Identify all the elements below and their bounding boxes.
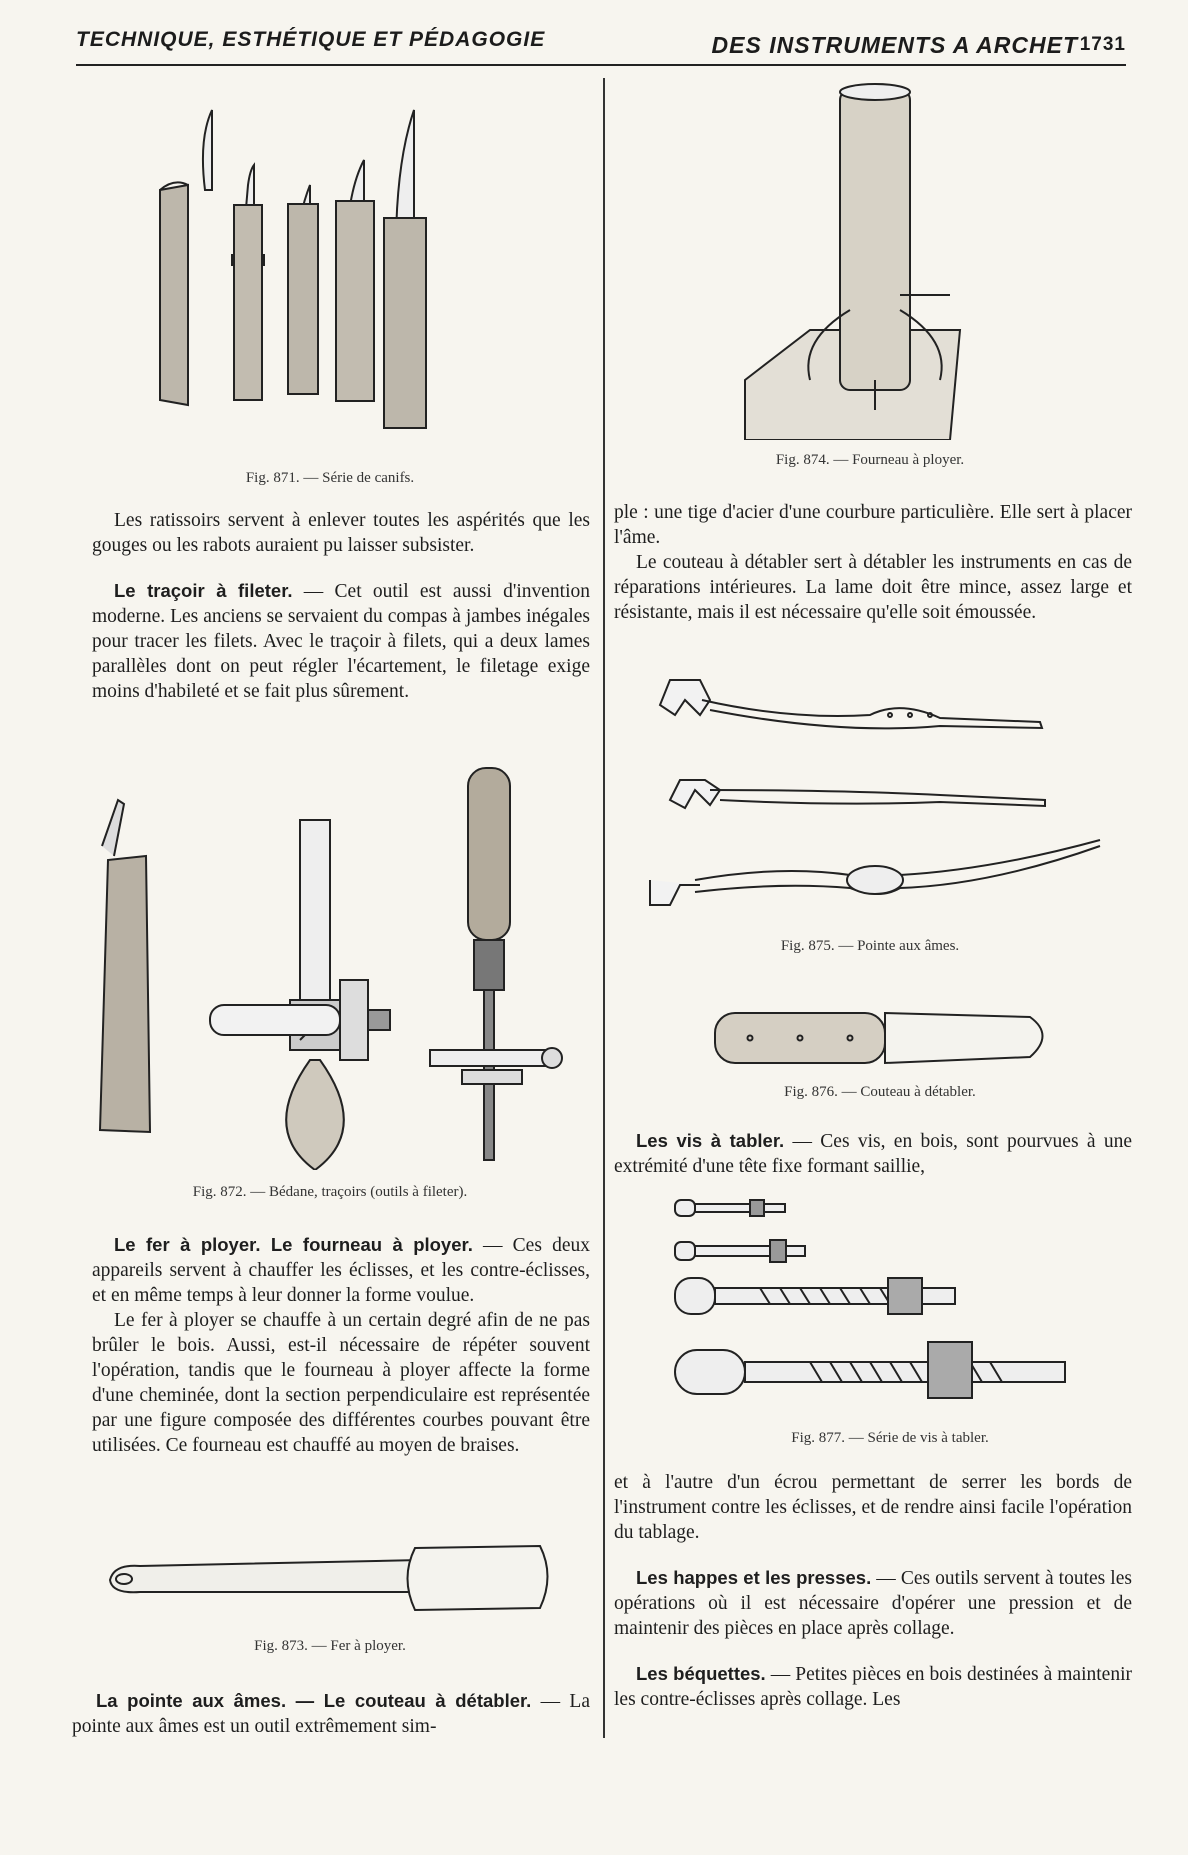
paragraph-bequettes-body: — Petites pièces en bois destinées à maintenir les contre-éclisses après collage. Les: [614, 1664, 1132, 1710]
figure-872-tracoirs: [90, 760, 570, 1170]
figure-875-pointe-aux-ames: [640, 660, 1110, 930]
header-left-title: TECHNIQUE, ESTHÉTIQUE ET PÉDAGOGIE: [76, 28, 546, 51]
paragraph-pointe-aux-ames-body: — La pointe aux âmes est un outil extrêmement sim-: [72, 1691, 590, 1737]
paragraph-ratissoirs: Les ratissoirs servent à enlever toutes les aspérités que les gouges ou les rabots auraient pu laisser subsister.: [92, 510, 590, 556]
caption-fig-872: Fig. 872. — Bédane, traçoirs (outils à fileter).: [192, 1184, 468, 1200]
header-right-title: DES INSTRUMENTS A ARCHET: [711, 32, 1078, 58]
caption-fig-877: Fig. 877. — Série de vis à tabler.: [791, 1430, 989, 1446]
right-text-block-1: [614, 500, 1132, 625]
paragraph-fer-chauffe: Le fer à ployer se chauffe à un certain degré afin de ne pas brûler le bois. Aussi, est-il nécessaire de répéter souvent l'opération, tandis que le fourneau à ployer affecte la forme d'une cheminée, dont la section perpendiculaire est représentée par une figure composée des différentes courbes pouvant être utilisées. Ce fourneau est chauffé au moyen de braises.: [92, 1310, 590, 1456]
heading-vis-a-tabler: Les vis à tabler.: [636, 1130, 785, 1151]
paragraph-vis-a-tabler: [614, 1128, 1132, 1179]
paragraph-bequettes: [614, 1661, 1132, 1712]
heading-pointe-aux-ames: La pointe aux âmes. — Le couteau à détabler.: [96, 1690, 532, 1711]
paragraph-vis-a-tabler-body: — Ces vis, en bois, sont pourvues à une extrémité d'une tête fixe formant saillie,: [614, 1131, 1132, 1177]
heading-tracoir: Le traçoir à fileter.: [114, 580, 293, 601]
figure-876-couteau: [710, 1005, 1050, 1070]
paragraph-tracoir: [92, 578, 590, 704]
caption-fig-871: Fig. 871. — Série de canifs.: [245, 470, 415, 486]
right-text-block-2: [614, 1128, 1132, 1179]
heading-happes: Les happes et les presses.: [636, 1567, 872, 1588]
paragraph-ple-continuation: ple : une tige d'acier d'une courbure particulière. Elle sert à placer l'âme.: [614, 502, 1132, 548]
heading-bequettes: Les béquettes.: [636, 1663, 766, 1684]
caption-fig-876: Fig. 876. — Couteau à détabler.: [784, 1084, 976, 1100]
figure-873-fer-a-ployer: [100, 1540, 550, 1615]
paragraph-fer-a-ployer-body: — Ces deux appareils servent à chauffer les éclisses, et les contre-éclisses, et en même temps à leur donner la forme voulue.: [92, 1235, 590, 1306]
right-text-block-3: [614, 1470, 1132, 1712]
figure-877-vis-a-tabler: [670, 1190, 1090, 1405]
left-text-block-1: [92, 508, 590, 704]
paragraph-happes-body: — Ces outils servent à toutes les opérations où il est nécessaire d'opérer une pression et de maintenir des pièces en place après collage.: [614, 1568, 1132, 1639]
paragraph-happes: [614, 1565, 1132, 1641]
running-header: [76, 22, 1126, 66]
paragraph-fer-a-ployer: [92, 1232, 590, 1308]
heading-fer-a-ployer: Le fer à ployer. Le fourneau à ployer.: [114, 1234, 473, 1255]
left-text-block-3: [72, 1688, 590, 1739]
figure-871-knives: [150, 70, 510, 460]
figure-874-fourneau: [740, 80, 1010, 440]
left-text-block-2: [92, 1232, 590, 1458]
caption-fig-875: Fig. 875. — Pointe aux âmes.: [780, 938, 960, 954]
caption-fig-873: Fig. 873. — Fer à ployer.: [254, 1638, 406, 1654]
paragraph-couteau: Le couteau à détabler sert à détabler les instruments en cas de réparations intérieures. La lame doit être mince, assez large et résistante, mais il est nécessaire qu'elle soit émoussée.: [614, 552, 1132, 623]
page-number: 1731: [1079, 34, 1126, 55]
caption-fig-874: Fig. 874. — Fourneau à ployer.: [775, 452, 965, 468]
paragraph-vis-continuation: et à l'autre d'un écrou permettant de serrer les bords de l'instrument contre les éclisses, et de rendre ainsi facile l'opération du tablage.: [614, 1472, 1132, 1543]
column-divider: [603, 78, 605, 1738]
paragraph-pointe-aux-ames: [72, 1688, 590, 1739]
paragraph-tracoir-body: — Cet outil est aussi d'invention moderne. Les anciens se servaient du compas à jambes inégales pour tracer les filets. Avec le traçoir à filets, qui a deux lames parallèles dont on peut régler l'écartement, le filetage exige moins d'habileté et se fait plus sûrement.: [92, 581, 590, 702]
